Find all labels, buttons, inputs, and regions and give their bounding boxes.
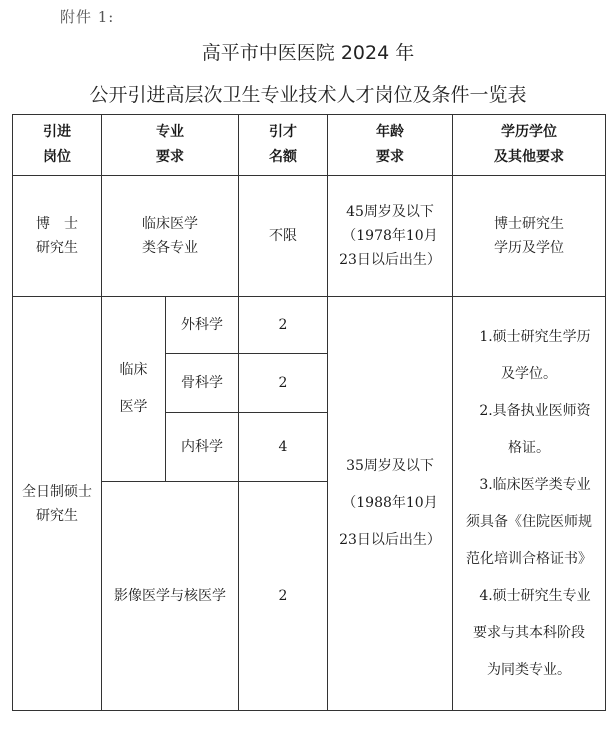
doctor-education: 博士研究生 学历及学位 — [453, 176, 606, 297]
header-quota: 引才 名额 — [239, 115, 328, 176]
doctor-major: 临床医学 类各专业 — [102, 176, 239, 297]
positions-table — [12, 114, 606, 711]
quota-internal-medicine: 4 — [239, 413, 328, 482]
doctor-age: 45周岁及以下 （1978年10月 23日以后出生） — [328, 176, 453, 297]
title-line-2: 公开引进高层次卫生专业技术人才岗位及条件一览表 — [89, 84, 527, 106]
quota-orthopedics: 2 — [239, 354, 328, 413]
sub-major-surgery: 外科学 — [166, 297, 239, 354]
title-line-1: 高平市中医医院 2024 年 — [201, 42, 415, 64]
header-age: 年龄 要求 — [328, 115, 453, 176]
doctor-post: 博 士 研究生 — [13, 176, 102, 297]
master-education: 1.硕士研究生学历 及学位。 2.具备执业医师资 格证。 3.临床医学类专业 须具备《住院医师规 范化培训合格证书》 4.硕士研究生专业 要求与其本科阶段 为同类专业。 — [453, 297, 606, 711]
sub-major-imaging: 影像医学与核医学 — [102, 482, 239, 711]
master-post: 全日制硕士 研究生 — [13, 297, 102, 711]
header-major: 专业 要求 — [102, 115, 239, 176]
header-post: 引进 岗位 — [13, 115, 102, 176]
sub-major-internal-medicine: 内科学 — [166, 413, 239, 482]
quota-imaging: 2 — [239, 482, 328, 711]
table-header-row — [13, 115, 606, 176]
table-row — [13, 297, 606, 354]
table-row — [13, 176, 606, 297]
attachment-label: 附件 1: — [60, 8, 115, 26]
sub-major-orthopedics: 骨科学 — [166, 354, 239, 413]
clinical-medicine-group: 临床 医学 — [102, 297, 166, 482]
doctor-quota: 不限 — [239, 176, 328, 297]
header-education: 学历学位 及其他要求 — [453, 115, 606, 176]
master-age: 35周岁及以下 （1988年10月 23日以后出生） — [328, 297, 453, 711]
quota-surgery: 2 — [239, 297, 328, 354]
